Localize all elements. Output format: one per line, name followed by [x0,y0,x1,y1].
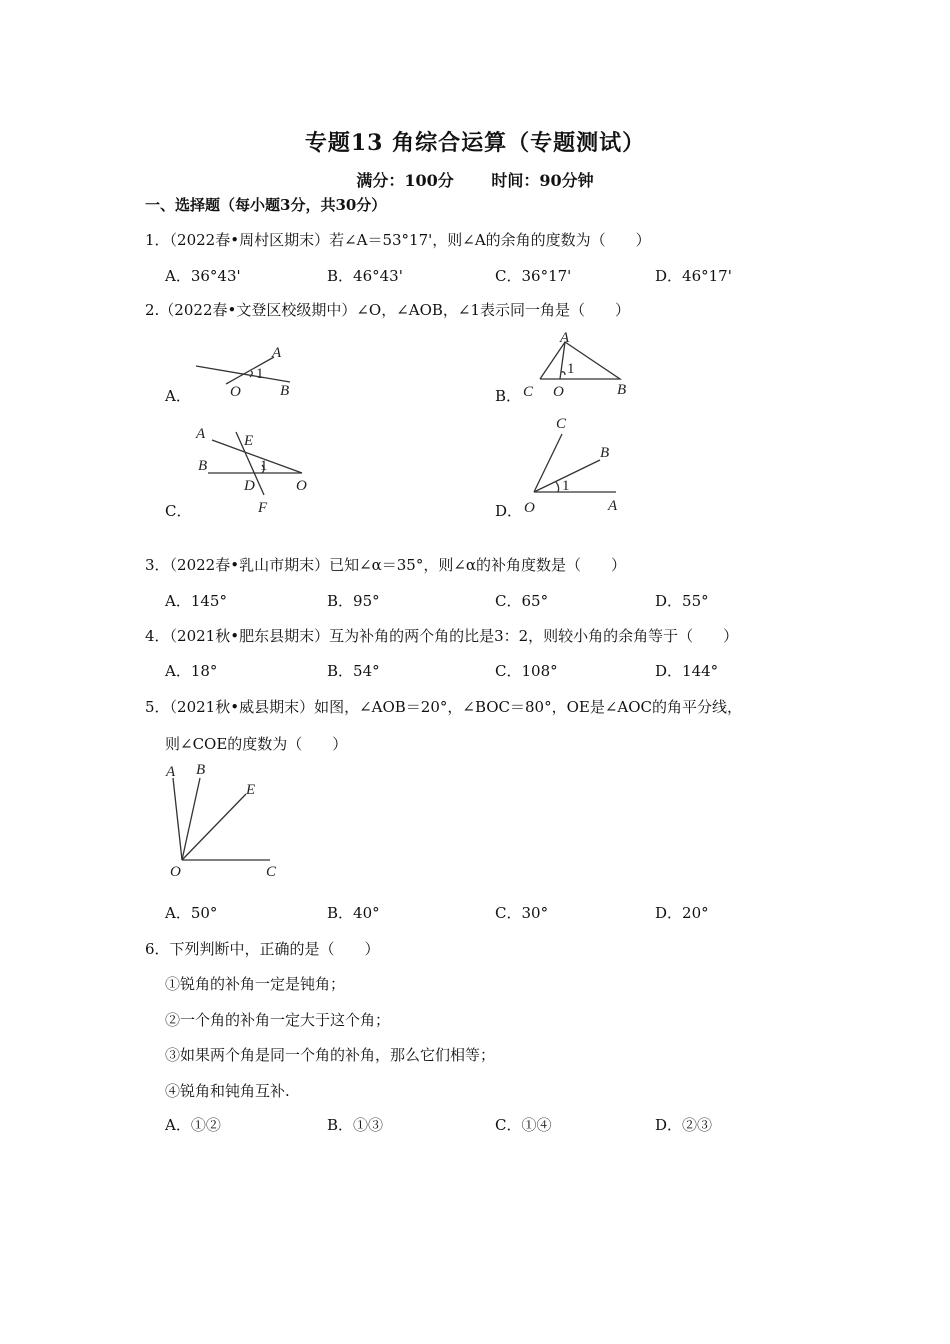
label-b: B [198,458,208,474]
q6-option-a[interactable]: A．①② [165,1116,221,1134]
triangle-abc [540,342,620,379]
angle-arc [556,482,559,492]
q2-figure-b [515,328,645,408]
label-b: B [617,382,627,398]
label-a: A [560,330,570,346]
label-o: O [296,478,307,494]
q2-option-a[interactable]: A． [165,387,191,405]
q1-option-d[interactable]: D．46°17' [655,267,732,285]
q5-figure [160,758,290,882]
question-3: 3．（2022春•乳山市期末）已知∠α＝35°，则∠α的补角度数是（ ） [145,556,627,574]
line-oa [226,357,274,384]
label-a: A [166,764,176,780]
label-c: C [266,864,277,880]
q5-option-b[interactable]: B．40° [327,904,380,922]
q6-statement-3: ③如果两个角是同一个角的补角，那么它们相等； [165,1046,496,1064]
label-o: O [553,384,564,400]
q4-option-b[interactable]: B．54° [327,662,380,680]
q6-option-c[interactable]: C．①④ [495,1116,552,1134]
label-e: E [246,782,256,798]
q3-option-d[interactable]: D．55° [655,592,709,610]
label-1: 1 [256,366,264,382]
label-b: B [196,762,206,778]
ray-oe [182,794,246,860]
q3-option-b[interactable]: B．95° [327,592,380,610]
label-o: O [170,864,181,880]
q6-statement-1: ①锐角的补角一定是钝角； [165,975,346,993]
label-a: A [196,426,206,442]
label-1: 1 [260,458,268,474]
label-b: B [280,383,290,399]
section-heading: 一、选择题（每小题3分，共30分） [145,196,387,214]
label-o: O [524,500,535,516]
angle-arc [561,372,565,375]
q6-option-d[interactable]: D．②③ [655,1116,713,1134]
q4-option-d[interactable]: D．144° [655,662,719,680]
label-a: A [608,498,618,514]
q1-option-a[interactable]: A．36°43' [165,267,241,285]
q5-option-d[interactable]: D．20° [655,904,709,922]
q6-statement-2: ②一个角的补角一定大于这个角； [165,1011,391,1029]
label-1: 1 [567,361,575,377]
q2-figure-d [518,408,638,516]
question-4: 4．（2021秋•肥东县期末）互为补角的两个角的比是3：2，则较小角的余角等于（ ） [145,627,739,645]
label-a: A [272,345,282,361]
question-1: 1．（2022春•周村区期末）若∠A＝53°17'，则∠A的余角的度数为（ ） [145,231,651,249]
q4-option-a[interactable]: A．18° [165,662,218,680]
q4-option-c[interactable]: C．108° [495,662,558,680]
q1-option-c[interactable]: C．36°17' [495,267,572,285]
q5-option-c[interactable]: C．30° [495,904,549,922]
label-d: D [244,478,255,494]
full-score: 满分：100分 [356,171,454,190]
q3-option-c[interactable]: C．65° [495,592,549,610]
q2-option-b[interactable]: B． [495,387,522,405]
ray-oc [534,434,562,492]
question-5: 5．（2021秋•威县期末）如图，∠AOB＝20°，∠BOC＝80°，OE是∠AOC的角平分线， [145,698,743,716]
label-c: C [556,416,567,432]
question-6: 6．下列判断中，正确的是（ ） [145,940,380,958]
label-1: 1 [562,478,570,494]
q2-figure-c [190,418,320,518]
q1-option-b[interactable]: B．46°43' [327,267,403,285]
page-title: 专题13 角综合运算（专题测试） [304,130,646,156]
line-ao [212,440,302,473]
q2-option-d[interactable]: D． [495,502,523,520]
q3-option-a[interactable]: A．145° [165,592,227,610]
q6-statement-4: ④锐角和钝角互补. [165,1082,290,1100]
question-5-cont: 则∠COE的度数为（ ） [165,735,348,753]
q2-figure-a [190,340,320,410]
label-c: C [523,384,534,400]
label-o: O [230,384,241,400]
question-2: 2.（2022春•文登区校级期中）∠O，∠AOB，∠1表示同一角是（ ） [145,301,631,319]
time-limit: 时间：90分钟 [491,171,594,190]
exam-info [0,168,950,191]
q6-option-b[interactable]: B．①③ [327,1116,384,1134]
q5-option-a[interactable]: A．50° [165,904,218,922]
label-b: B [600,445,610,461]
label-e: E [244,433,254,449]
ray-ob [182,778,200,860]
label-f: F [258,500,268,516]
ray-oa [173,778,182,860]
q2-option-c[interactable]: C． [165,502,192,520]
